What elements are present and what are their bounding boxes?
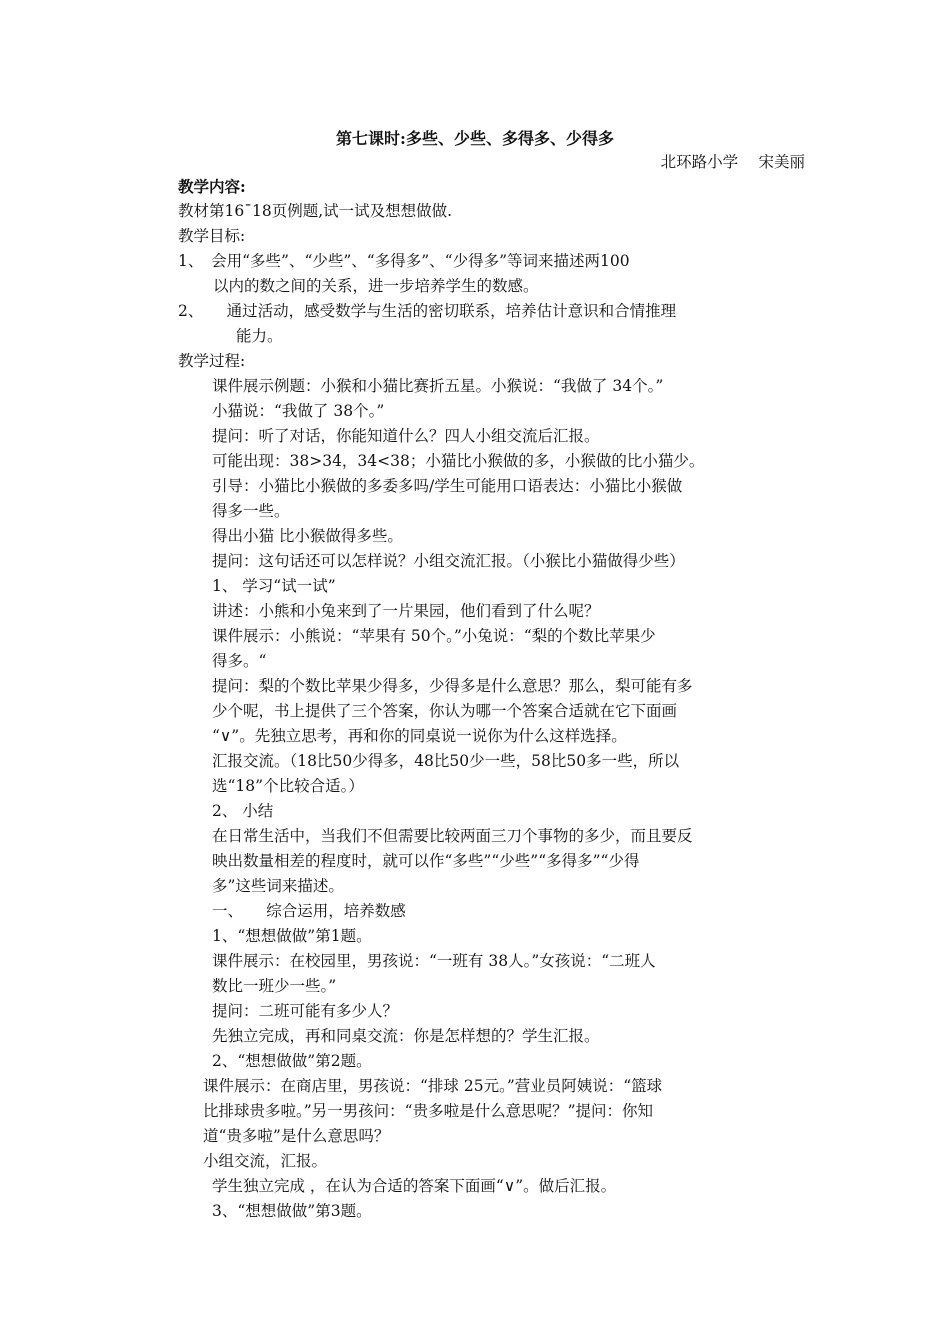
paragraph-line: 比排球贵多啦。”另一男孩问：“贵多啦是什么意思呢？”提问：你知 [203, 1102, 654, 1120]
paragraph-line: 1、“想想做做”第1题。 [212, 927, 372, 945]
paragraph-line: 课件展示：小熊说：“苹果有 50个。”小兔说：“梨的个数比苹果少 [212, 627, 656, 645]
paragraph-line: 学生独立完成 ，在认为合适的答案下面画“∨”。做后汇报。 [212, 1177, 617, 1195]
paragraph-line: 提问：这句话还可以怎样说？小组交流汇报。（小猴比小猫做得少些） [212, 552, 685, 570]
goal-1-line-1: 1、 会用“多些”、“少些”、“多得多”、“少得多”等词来描述两100 [178, 252, 630, 270]
paragraph-line: 讲述：小熊和小兔来到了一片果园，他们看到了什么呢？ [212, 602, 600, 620]
paragraph-line: “∨”。先独立思考，再和你的同桌说一说你为什么这样选择。 [212, 727, 627, 745]
paragraph-line: 课件展示例题：小猴和小猫比赛折五星。小猴说：“我做了 34个。” [212, 377, 664, 395]
paragraph-line: 少个呢，书上提供了三个答案，你认为哪一个答案合适就在它下面画 [212, 702, 678, 720]
paragraph-line: 汇报交流。（18比50少得多，48比50少一些，58比50多一些，所以 [212, 752, 680, 770]
paragraph-line: 得多。“ [212, 652, 267, 670]
paragraph-line: 映出数量相差的程度时，就可以作“多些”“少些”“多得多”“少得 [212, 852, 640, 870]
section-heading-process: 教学过程: [178, 352, 246, 370]
paragraph-line: 先独立完成，再和同桌交流：你是怎样想的？学生汇报。 [212, 1027, 600, 1045]
content-text: 教材第16¯18页例题,试一试及想想做做. [178, 202, 453, 220]
goal-2-line-1: 2、 通过活动，感受数学与生活的密切联系，培养估计意识和合情推理 [178, 302, 677, 320]
paragraph-line: 在日常生活中，当我们不但需要比较两面三刀个事物的多少，而且要反 [212, 827, 693, 845]
paragraph-line: 可能出现：38>34，34<38；小猫比小猴做的多，小猴做的比小猫少。 [212, 452, 705, 470]
section-heading-content: 教学内容: [178, 177, 246, 196]
paragraph-line: 得出小猫 比小猴做得多些。 [212, 527, 403, 545]
lesson-title: 第七课时:多些、少些、多得多、少得多 [336, 129, 614, 148]
section-heading-goals: 教学目标: [178, 227, 246, 245]
goal-2-line-2: 能力。 [236, 327, 283, 345]
paragraph-line: 2、“想想做做”第2题。 [212, 1052, 372, 1070]
paragraph-line: 1、 学习“试一试” [212, 577, 336, 595]
goal-1-line-2: 以内的数之间的关系，进一步培养学生的数感。 [213, 277, 539, 295]
paragraph-line: 选“18”个比较合适。） [212, 777, 364, 795]
paragraph-line: 2、 小结 [212, 802, 274, 820]
paragraph-line: 3、“想想做做”第3题。 [212, 1202, 372, 1220]
paragraph-line: 提问：听了对话，你能知道什么？四人小组交流后汇报。 [212, 427, 600, 445]
paragraph-line: 道“贵多啦”是什么意思吗？ [203, 1127, 390, 1145]
paragraph-line: 小组交流，汇报。 [203, 1152, 328, 1170]
paragraph-line: 小猫说：“我做了 38个。” [212, 402, 385, 420]
paragraph-line: 引导：小猫比小猴做的多委多吗/学生可能用口语表达：小猫比小猴做 [212, 477, 683, 495]
paragraph-line: 课件展示：在商店里，男孩说：“排球 25元。”营业员阿姨说：“篮球 [203, 1077, 663, 1095]
paragraph-line: 课件展示：在校园里，男孩说：“一班有 38人。”女孩说：“二班人 [212, 952, 656, 970]
author-line: 北环路小学 宋美丽 [660, 153, 805, 171]
paragraph-line: 一、 综合运用，培养数感 [212, 902, 406, 920]
paragraph-line: 提问：梨的个数比苹果少得多，少得多是什么意思？那么，梨可能有多 [212, 677, 693, 695]
paragraph-line: 提问：二班可能有多少人？ [212, 1002, 399, 1020]
paragraph-line: 数比一班少一些。” [212, 977, 337, 995]
paragraph-line: 得多一些。 [212, 502, 290, 520]
paragraph-line: 多”这些词来描述。 [212, 877, 344, 895]
